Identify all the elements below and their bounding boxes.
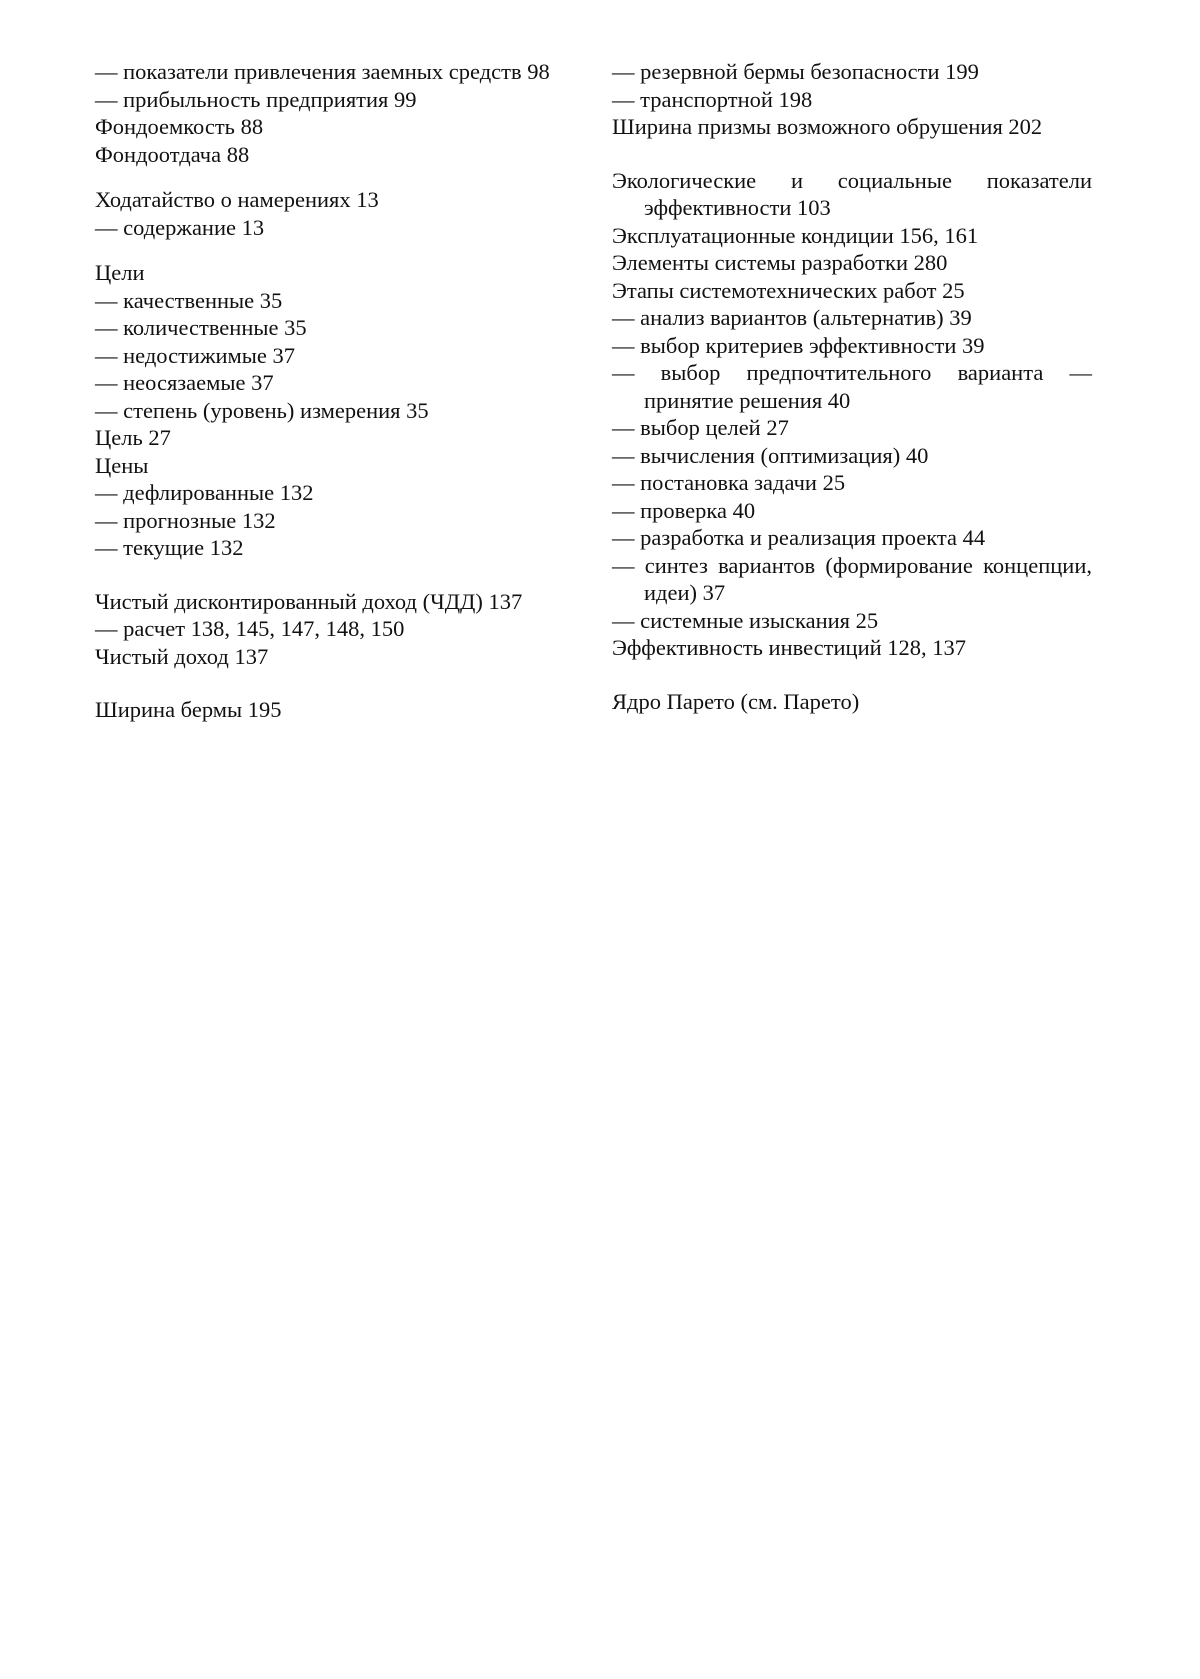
section-gap xyxy=(95,670,577,696)
index-entry: Фондоотдача 88 xyxy=(95,141,250,167)
index-entry: Эффективность инвестиций 128, 137 xyxy=(612,635,967,660)
index-entry: Цены xyxy=(95,452,149,478)
index-column-right xyxy=(612,58,1092,715)
section-gap xyxy=(612,141,1092,167)
section-gap xyxy=(95,241,577,259)
index-subentry: — постановка задачи 25 xyxy=(612,470,846,495)
index-subentry: — степень (уровень) измерения 35 xyxy=(95,397,429,423)
index-entry: Цели xyxy=(95,260,145,285)
index-entry: Цель 27 xyxy=(95,425,171,450)
index-entry: Ходатайство о намерениях 13 xyxy=(95,187,379,212)
index-subentry: — показатели привлечения заемных средств 98 xyxy=(95,59,550,84)
index-entry: Чистый дисконтированный доход (ЧДД) 137 xyxy=(95,588,523,614)
index-entry: Чистый доход 137 xyxy=(95,643,269,669)
index-subentry: — выбор критериев эффективности 39 xyxy=(612,332,985,358)
index-subentry: — транспортной 198 xyxy=(612,86,813,112)
index-subentry: — количественные 35 xyxy=(95,315,307,340)
section-gap xyxy=(95,168,577,186)
section-gap xyxy=(612,662,1092,688)
index-subentry: — выбор предпочтительного варианта — принятие решения 40 xyxy=(612,360,1092,413)
index-subentry: — содержание 13 xyxy=(95,214,265,240)
index-entry: Этапы системотехнических работ 25 xyxy=(612,277,965,303)
index-subentry: — проверка 40 xyxy=(612,497,756,523)
index-subentry: — неосязаемые 37 xyxy=(95,370,274,395)
index-entry: Фондоемкость 88 xyxy=(95,114,264,139)
index-subentry: — недостижимые 37 xyxy=(95,342,296,368)
index-column-left xyxy=(95,58,577,724)
index-entry: Ядро Парето (см. Парето) xyxy=(612,688,860,714)
section-gap xyxy=(95,562,577,588)
index-subentry: — резервной бермы безопасности 199 xyxy=(612,59,979,84)
index-subentry: — разработка и реализация проекта 44 xyxy=(612,525,986,550)
index-entry: Ширина бермы 195 xyxy=(95,697,282,722)
index-subentry: — выбор целей 27 xyxy=(612,415,789,440)
index-subentry: — прибыльность предприятия 99 xyxy=(95,86,417,112)
index-entry: Экологические и социальные показатели эффективности 103 xyxy=(612,167,1092,220)
index-subentry: — синтез вариантов (формирование концепции, идеи) 37 xyxy=(612,552,1092,605)
index-subentry: — дефлированные 132 xyxy=(95,480,314,505)
index-entry: Эксплуатационные кондиции 156, 161 xyxy=(612,222,979,248)
index-subentry: — текущие 132 xyxy=(95,535,244,560)
index-subentry: — расчет 138, 145, 147, 148, 150 xyxy=(95,616,405,641)
index-entry: Элементы системы разработки 280 xyxy=(612,250,948,275)
index-subentry: — качественные 35 xyxy=(95,287,283,313)
index-subentry: — прогнозные 132 xyxy=(95,507,276,533)
index-subentry: — анализ вариантов (альтернатив) 39 xyxy=(612,305,972,330)
index-subentry: — системные изыскания 25 xyxy=(612,607,879,633)
index-subentry: — вычисления (оптимизация) 40 xyxy=(612,442,929,468)
index-entry: Ширина призмы возможного обрушения 202 xyxy=(612,114,1043,139)
